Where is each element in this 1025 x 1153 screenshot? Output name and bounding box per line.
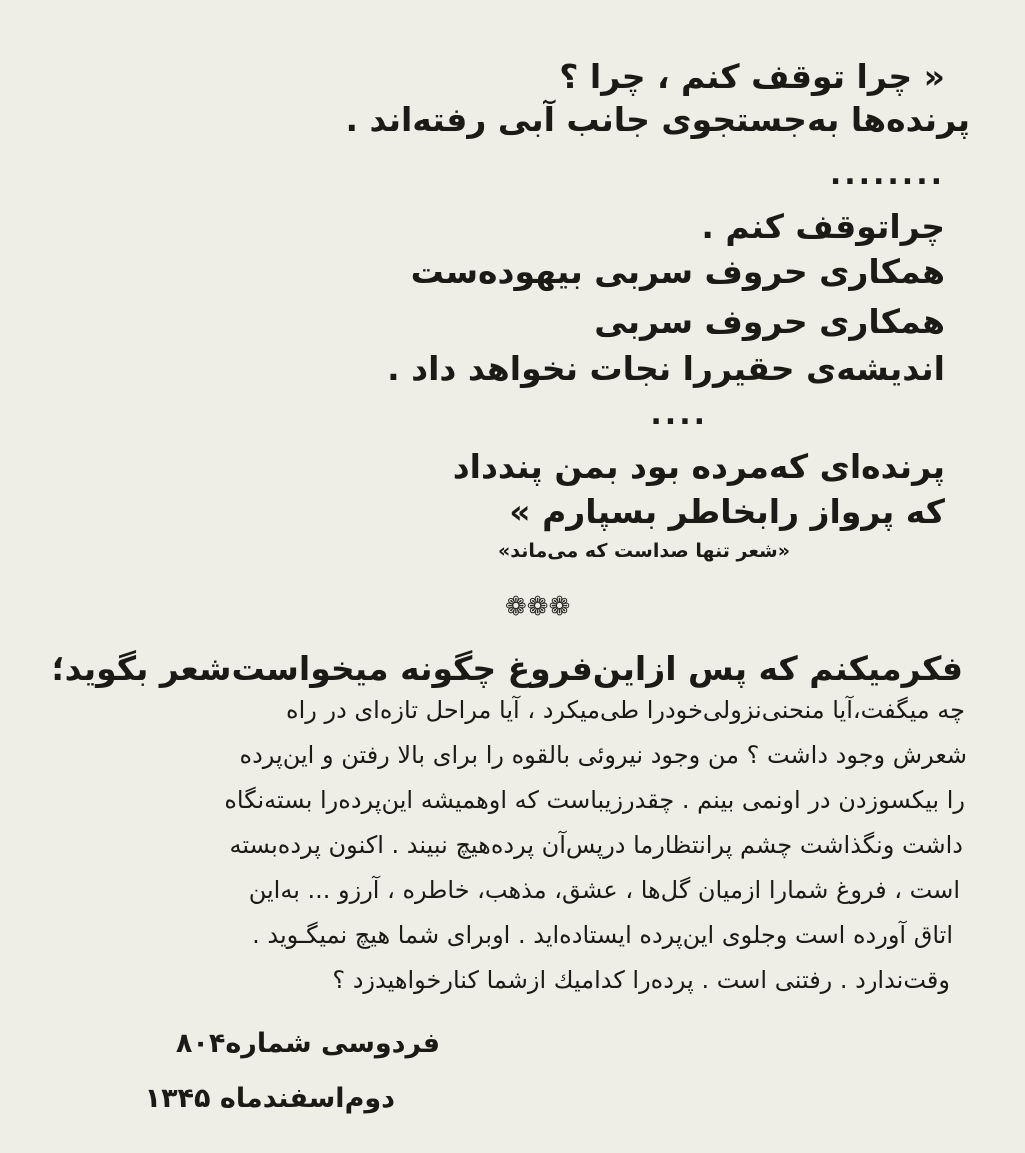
article-heading: فکرمیکنم که پس ازاین‌فروغ چگونه میخواست‌شعر بگوید؛ [51, 649, 963, 688]
poem-separator: .... [650, 397, 708, 432]
article-line: شعرش وجود داشت ؟ من وجود نیروئی بالقوه را برای بالا رفتن و این‌پرده [239, 741, 967, 769]
poem-line: « چرا توقف کنم ، چرا ؟ [559, 57, 945, 96]
poem-line: پرنده‌ها به‌جستجوی جانب آبی رفته‌اند . [345, 100, 970, 139]
article-line: اتاق آورده است وجلوی این‌پرده ایستاده‌اید . اوبرای شما هیچ نمیگـوید . [252, 921, 953, 949]
article-line: را بیکسوزدن در اونمی بینم . چقدرزیباست که اوهمیشه این‌پرده‌را بسته‌نگاه [224, 786, 965, 814]
poem-attribution: «شعر تنها صداست که می‌ماند» [497, 540, 790, 562]
article-line: وقت‌ندارد . رفتنی است . پرده‌را کدامیك ازشما کنارخواهیدزد ؟ [332, 966, 950, 994]
poem-line: پرنده‌ای که‌مرده بود بمن پندداد [452, 447, 945, 486]
poem-line: همکاری حروف سربی بیهوده‌ست [410, 252, 945, 291]
publication-issue: فردوسی شماره۸۰۴ [175, 1028, 440, 1059]
article-line: داشت ونگذاشت چشم پرانتظارما درپس‌آن پرده‌هیچ نبیند . اکنون پرده‌بسته [229, 831, 963, 859]
poem-line: همکاری حروف سربی [594, 302, 945, 341]
poem-line: اندیشه‌ی حقیررا نجات نخواهد داد . [387, 349, 945, 388]
publication-date: دوم‌اسفندماه ۱۳۴۵ [144, 1083, 395, 1114]
article-line: چه میگفت،آیا منحنی‌نزولی‌خودرا طی‌میکرد ، آیا مراحل تازه‌ای در راه [286, 696, 965, 724]
poem-line: چراتوقف کنم . [701, 207, 945, 246]
poem-separator: ........ [829, 157, 945, 192]
article-line: است ، فروغ شمارا ازمیان گل‌ها ، عشق، مذهب، خاطره ، آرزو ... به‌این [248, 876, 960, 904]
flower-ornament-icon: ❁❁❁ [505, 592, 571, 622]
poem-line: که پرواز رابخاطر بسپارم » [509, 492, 945, 531]
